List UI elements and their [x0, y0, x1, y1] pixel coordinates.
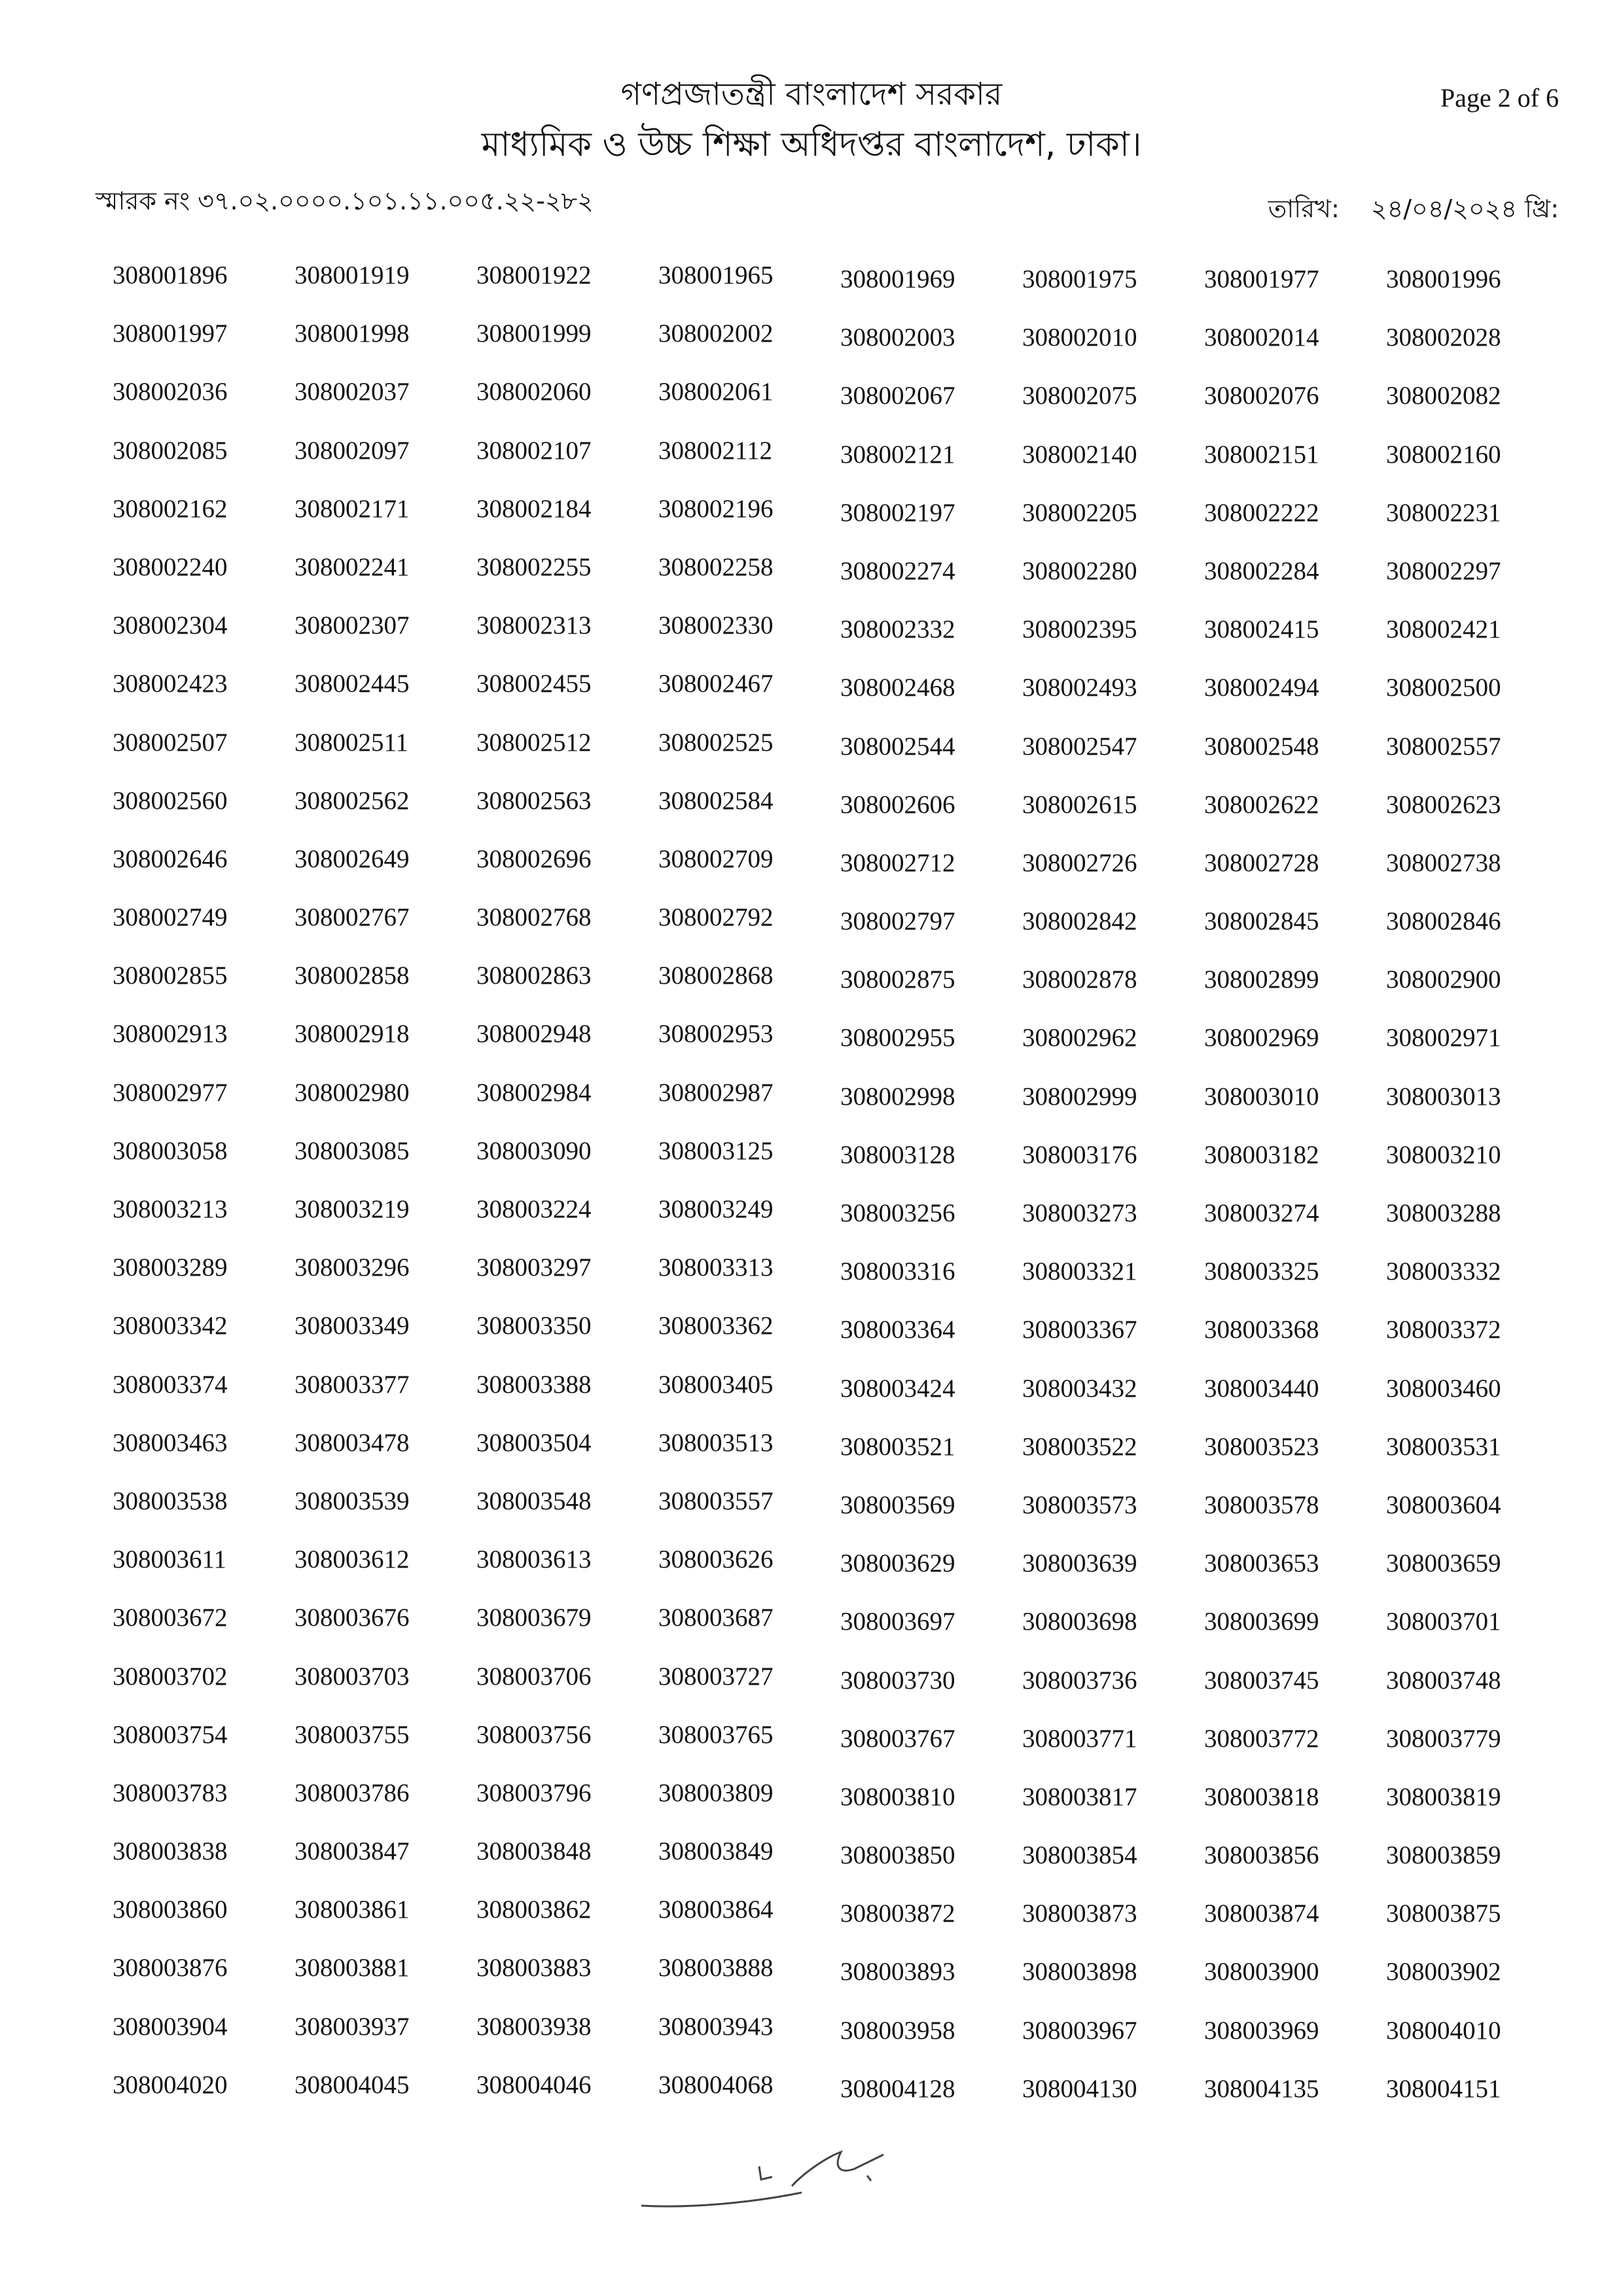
roll-number-cell: 308002547: [1022, 732, 1137, 761]
roll-number-cell: 308003626: [658, 1545, 774, 1574]
roll-number-cell: 308001919: [294, 261, 410, 289]
roll-number-cell: 308003679: [476, 1604, 592, 1632]
roll-number-cell: 308003861: [294, 1895, 410, 1924]
roll-number-cell: 308003182: [1204, 1140, 1319, 1169]
roll-number-cell: 308003697: [840, 1607, 955, 1636]
roll-number-cell: 308002649: [294, 844, 410, 873]
roll-number-cell: 308003342: [113, 1312, 228, 1340]
roll-number-cell: 308003745: [1204, 1666, 1319, 1695]
roll-number-cell: 308002696: [476, 844, 592, 873]
roll-number-cell: 308002984: [476, 1078, 592, 1107]
roll-number-cell: 308003531: [1386, 1432, 1501, 1461]
roll-number-cell: 308002623: [1386, 790, 1501, 819]
roll-number-cell: 308002878: [1022, 965, 1137, 994]
roll-number-cell: 308003672: [113, 1604, 228, 1632]
roll-number-cell: 308001996: [1386, 265, 1501, 293]
roll-number-cell: 308003699: [1204, 1607, 1319, 1636]
signature: [638, 2140, 913, 2212]
roll-number-cell: 308004046: [476, 2070, 592, 2099]
roll-number-cell: 308002767: [294, 903, 410, 932]
roll-number-cell: 308002913: [113, 1020, 228, 1049]
roll-number-cell: 308003771: [1022, 1724, 1137, 1753]
roll-number-cell: 308003604: [1386, 1490, 1501, 1519]
roll-number-cell: 308003898: [1022, 1958, 1137, 1986]
roll-number-cell: 308002010: [1022, 323, 1137, 352]
roll-number-cell: 308002304: [113, 611, 228, 640]
roll-number-cell: 308003463: [113, 1428, 228, 1457]
directorate-title: মাধ্যমিক ও উচ্চ শিক্ষা অধিদপ্তর বাংলাদেশ, ঢাকা।: [481, 125, 1142, 164]
roll-number-cell: 308004020: [113, 2070, 228, 2099]
roll-number-cell: 308003350: [476, 1312, 592, 1340]
roll-number-cell: 308002455: [476, 670, 592, 698]
roll-number-cell: 308003639: [1022, 1549, 1137, 1578]
roll-number-cell: 308002085: [113, 436, 228, 465]
roll-number-cell: 308003765: [658, 1720, 774, 1749]
roll-number-cell: 308003478: [294, 1428, 410, 1457]
roll-number-cell: 308003578: [1204, 1490, 1319, 1519]
roll-number-cell: 308003756: [476, 1720, 592, 1749]
roll-number-cell: 308002107: [476, 436, 592, 465]
roll-number-cell: 308001975: [1022, 265, 1137, 293]
roll-number-cell: 308002855: [113, 961, 228, 990]
roll-number-cell: 308002140: [1022, 440, 1137, 469]
roll-number-cell: 308002280: [1022, 556, 1137, 585]
roll-number-cell: 308003210: [1386, 1140, 1501, 1169]
roll-number-cell: 308003569: [840, 1490, 955, 1519]
roll-number-cell: 308002953: [658, 1020, 774, 1049]
roll-number-cell: 308001965: [658, 261, 774, 289]
roll-number-cell: 308002284: [1204, 556, 1319, 585]
roll-number-cell: 308002584: [658, 786, 774, 815]
roll-number-cell: 308002557: [1386, 732, 1501, 761]
roll-number-cell: 308002028: [1386, 323, 1501, 352]
roll-number-cell: 308002162: [113, 494, 228, 523]
roll-number-cell: 308004151: [1386, 2074, 1501, 2103]
roll-number-cell: 308003367: [1022, 1316, 1137, 1344]
roll-number-cell: 308003967: [1022, 2016, 1137, 2045]
roll-number-cell: 308002222: [1204, 498, 1319, 527]
roll-number-cell: 308003703: [294, 1662, 410, 1691]
roll-number-cell: 308002562: [294, 786, 410, 815]
roll-number-cell: 308003676: [294, 1604, 410, 1632]
roll-number-cell: 308002274: [840, 556, 955, 585]
roll-number-cell: 308003612: [294, 1545, 410, 1574]
roll-number-cell: 308003876: [113, 1954, 228, 1982]
roll-number-cell: 308002955: [840, 1024, 955, 1052]
roll-number-cell: 308002197: [840, 498, 955, 527]
roll-number-cell: 308003783: [113, 1778, 228, 1807]
roll-number-cell: 308003767: [840, 1724, 955, 1753]
roll-number-cell: 308003848: [476, 1837, 592, 1866]
roll-number-cell: 308002112: [658, 436, 773, 465]
roll-number-cell: 308002712: [840, 848, 955, 877]
roll-number-cell: 308003249: [658, 1195, 774, 1223]
roll-number-cell: 308002423: [113, 670, 228, 698]
roll-number-cell: 308002709: [658, 844, 774, 873]
roll-number-cell: 308002082: [1386, 382, 1501, 410]
roll-number-cell: 308002900: [1386, 965, 1501, 994]
roll-number-cell: 308003273: [1022, 1199, 1137, 1227]
roll-number-cell: 308002494: [1204, 673, 1319, 702]
roll-number-cell: 308002728: [1204, 848, 1319, 877]
roll-number-cell: 308002646: [113, 844, 228, 873]
roll-number-cell: 308002467: [658, 670, 774, 698]
roll-number-cell: 308003432: [1022, 1374, 1137, 1403]
date-value: ২৪/০৪/২০২৪ খ্রি:: [1370, 194, 1559, 223]
roll-number-cell: 308002036: [113, 378, 228, 406]
roll-number-cell: 308002792: [658, 903, 774, 932]
memo-reference: স্মারক নং ৩৭.০২.০০০০.১০১.১১.০০৫.২২-২৮২: [96, 187, 594, 215]
page-number: Page 2 of 6: [1440, 83, 1559, 113]
roll-number-cell: 308003779: [1386, 1724, 1501, 1753]
roll-number-cell: 308003224: [476, 1195, 592, 1223]
roll-number-cell: 308003548: [476, 1486, 592, 1515]
roll-number-cell: 308003297: [476, 1253, 592, 1282]
roll-number-cell: 308001977: [1204, 265, 1319, 293]
roll-number-cell: 308003888: [658, 1954, 774, 1982]
roll-number-cell: 308002615: [1022, 790, 1137, 819]
roll-number-cell: 308002258: [658, 552, 774, 581]
roll-number-cell: 308002297: [1386, 556, 1501, 585]
roll-number-cell: 308003817: [1022, 1782, 1137, 1811]
roll-number-cell: 308003881: [294, 1954, 410, 1982]
ministry-title: গণপ্রজাতন্ত্রী বাংলাদেশ সরকার: [620, 76, 1003, 113]
roll-number-cell: 308002507: [113, 728, 228, 757]
roll-number-cell: 308003904: [113, 2012, 228, 2041]
roll-number-cell: 308003730: [840, 1666, 955, 1695]
roll-number-cell: 308002151: [1204, 440, 1319, 469]
roll-number-cell: 308003374: [113, 1370, 228, 1399]
roll-number-cell: 308003754: [113, 1720, 228, 1749]
roll-number-cell: 308003883: [476, 1954, 592, 1982]
memo-date: [1268, 190, 1559, 232]
roll-number-cell: 308003010: [1204, 1082, 1319, 1111]
roll-number-cell: 308003013: [1386, 1082, 1501, 1111]
roll-number-cell: 308002560: [113, 786, 228, 815]
roll-number-cell: 308003969: [1204, 2016, 1319, 2045]
roll-number-cell: 308002415: [1204, 615, 1319, 644]
roll-number-cell: 308003847: [294, 1837, 410, 1866]
roll-number-cell: 308002421: [1386, 615, 1501, 644]
roll-number-cell: 308003809: [658, 1778, 774, 1807]
roll-number-cell: 308002121: [840, 440, 955, 469]
roll-number-cell: 308002512: [476, 728, 592, 757]
roll-number-cell: 308003090: [476, 1136, 592, 1165]
roll-number-cell: 308003736: [1022, 1666, 1137, 1695]
roll-number-cell: 308004068: [658, 2070, 774, 2099]
roll-number-cell: 308003504: [476, 1428, 592, 1457]
roll-number-cell: 308003727: [658, 1662, 774, 1691]
roll-number-cell: 308002171: [294, 494, 410, 523]
roll-number-cell: 308004130: [1022, 2074, 1137, 2103]
roll-number-cell: 308003653: [1204, 1549, 1319, 1578]
roll-number-cell: 308003786: [294, 1778, 410, 1807]
roll-number-cell: 308003702: [113, 1662, 228, 1691]
date-label: তারিখ:: [1268, 194, 1340, 223]
roll-number-cell: 308003362: [658, 1312, 774, 1340]
roll-number-cell: 308002241: [294, 552, 410, 581]
roll-number-cell: 308003900: [1204, 1958, 1319, 1986]
roll-number-cell: 308001969: [840, 265, 955, 293]
roll-number-cell: 308002548: [1204, 732, 1319, 761]
roll-number-cell: 308003958: [840, 2016, 955, 2045]
roll-number-cell: 308003706: [476, 1662, 592, 1691]
roll-number-cell: 308002511: [294, 728, 409, 757]
roll-number-cell: 308003128: [840, 1140, 955, 1169]
roll-number-cell: 308003321: [1022, 1257, 1137, 1286]
roll-number-cell: 308003856: [1204, 1841, 1319, 1870]
roll-number-cell: 308002060: [476, 378, 592, 406]
roll-number-cell: 308003296: [294, 1253, 410, 1282]
roll-number-cell: 308003256: [840, 1199, 955, 1227]
roll-number-cell: 308003860: [113, 1895, 228, 1924]
roll-number-cell: 308002067: [840, 382, 955, 410]
roll-number-cell: 308003838: [113, 1837, 228, 1866]
roll-number-cell: 308003274: [1204, 1199, 1319, 1227]
roll-number-cell: 308003613: [476, 1545, 592, 1574]
roll-number-cell: 308002875: [840, 965, 955, 994]
roll-number-cell: 308003796: [476, 1778, 592, 1807]
roll-number-cell: 308002205: [1022, 498, 1137, 527]
roll-number-cell: 308003219: [294, 1195, 410, 1223]
roll-number-cell: 308002061: [658, 378, 774, 406]
roll-number-cell: 308002868: [658, 961, 774, 990]
roll-number-cell: 308002544: [840, 732, 955, 761]
roll-number-cell: 308003521: [840, 1432, 955, 1461]
roll-number-cell: 308003755: [294, 1720, 410, 1749]
roll-number-cell: 308003424: [840, 1374, 955, 1403]
roll-number-cell: 308003372: [1386, 1316, 1501, 1344]
roll-number-cell: 308003085: [294, 1136, 410, 1165]
roll-number-cell: 308003810: [840, 1782, 955, 1811]
roll-number-cell: 308002768: [476, 903, 592, 932]
roll-number-cell: 308004128: [840, 2074, 955, 2103]
roll-number-cell: 308002493: [1022, 673, 1137, 702]
roll-number-cell: 308002977: [113, 1078, 228, 1107]
roll-number-cell: 308002969: [1204, 1024, 1319, 1052]
roll-number-cell: 308003388: [476, 1370, 592, 1399]
roll-number-cell: 308003902: [1386, 1958, 1501, 1986]
roll-number-cell: 308003873: [1022, 1899, 1137, 1928]
roll-number-cell: 308003573: [1022, 1490, 1137, 1519]
roll-number-cell: 308003368: [1204, 1316, 1319, 1344]
roll-number-cell: 308002240: [113, 552, 228, 581]
roll-number-cell: 308003125: [658, 1136, 774, 1165]
roll-number-cell: 308003893: [840, 1958, 955, 1986]
roll-number-cell: 308003862: [476, 1895, 592, 1924]
roll-number-cell: 308002196: [658, 494, 774, 523]
roll-number-cell: 308002749: [113, 903, 228, 932]
roll-number-cell: 308001896: [113, 261, 228, 289]
roll-number-cell: 308002003: [840, 323, 955, 352]
roll-number-cell: 308002980: [294, 1078, 410, 1107]
roll-number-cell: 308002845: [1204, 907, 1319, 936]
roll-number-cell: 308003405: [658, 1370, 774, 1399]
roll-number-cell: 308004045: [294, 2070, 410, 2099]
roll-number-cell: 308002332: [840, 615, 955, 644]
roll-number-cell: 308002738: [1386, 848, 1501, 877]
roll-number-cell: 308002002: [658, 319, 774, 348]
roll-number-cell: 308003557: [658, 1486, 774, 1515]
roll-number-cell: 308002948: [476, 1020, 592, 1049]
roll-number-cell: 308002987: [658, 1078, 774, 1107]
roll-number-cell: 308002606: [840, 790, 955, 819]
roll-number-cell: 308003864: [658, 1895, 774, 1924]
roll-number-cell: 308002468: [840, 673, 955, 702]
roll-number-cell: 308003701: [1386, 1607, 1501, 1636]
roll-number-cell: 308003316: [840, 1257, 955, 1286]
roll-number-grid: [113, 260, 1568, 2128]
roll-number-cell: 308002075: [1022, 382, 1137, 410]
roll-number-cell: 308003698: [1022, 1607, 1137, 1636]
roll-number-cell: 308002231: [1386, 498, 1501, 527]
roll-number-cell: 308003513: [658, 1428, 774, 1457]
roll-number-cell: 308003850: [840, 1841, 955, 1870]
roll-number-cell: 308003872: [840, 1899, 955, 1928]
roll-number-cell: 308003859: [1386, 1841, 1501, 1870]
roll-number-cell: 308002846: [1386, 907, 1501, 936]
roll-number-cell: 308003538: [113, 1486, 228, 1515]
roll-number-cell: 308002899: [1204, 965, 1319, 994]
roll-number-cell: 308002160: [1386, 440, 1501, 469]
roll-number-cell: 308002918: [294, 1020, 410, 1049]
roll-number-cell: 308003289: [113, 1253, 228, 1282]
roll-number-cell: 308004010: [1386, 2016, 1501, 2045]
roll-number-cell: 308002622: [1204, 790, 1319, 819]
roll-number-cell: 308003176: [1022, 1140, 1137, 1169]
roll-number-cell: 308002525: [658, 728, 774, 757]
roll-number-cell: 308003377: [294, 1370, 410, 1399]
roll-number-cell: 308002076: [1204, 382, 1319, 410]
roll-number-cell: 308003522: [1022, 1432, 1137, 1461]
roll-number-cell: 308003313: [658, 1253, 774, 1282]
roll-number-cell: 308003523: [1204, 1432, 1319, 1461]
roll-number-cell: 308003687: [658, 1604, 774, 1632]
roll-number-cell: 308003854: [1022, 1841, 1137, 1870]
roll-number-cell: 308001998: [294, 319, 410, 348]
roll-number-cell: 308003332: [1386, 1257, 1501, 1286]
roll-number-cell: 308003349: [294, 1312, 410, 1340]
roll-number-cell: 308003058: [113, 1136, 228, 1165]
roll-number-cell: 308002255: [476, 552, 592, 581]
roll-number-cell: 308003819: [1386, 1782, 1501, 1811]
roll-number-cell: 308003364: [840, 1316, 955, 1344]
roll-number-cell: 308003772: [1204, 1724, 1319, 1753]
roll-number-cell: 308003611: [113, 1545, 227, 1574]
roll-number-cell: 308002500: [1386, 673, 1501, 702]
roll-number-cell: 308002999: [1022, 1082, 1137, 1111]
roll-number-cell: 308003213: [113, 1195, 228, 1223]
roll-number-cell: 308002395: [1022, 615, 1137, 644]
roll-number-cell: 308002014: [1204, 323, 1319, 352]
roll-number-cell: 308003629: [840, 1549, 955, 1578]
roll-number-cell: 308002307: [294, 611, 410, 640]
roll-number-cell: 308002858: [294, 961, 410, 990]
roll-number-cell: 308003818: [1204, 1782, 1319, 1811]
roll-number-cell: 308004135: [1204, 2074, 1319, 2103]
roll-number-cell: 308003875: [1386, 1899, 1501, 1928]
roll-number-cell: 308002726: [1022, 848, 1137, 877]
roll-number-cell: 308003460: [1386, 1374, 1501, 1403]
roll-number-cell: 308002842: [1022, 907, 1137, 936]
roll-number-cell: 308003938: [476, 2012, 592, 2041]
roll-number-cell: 308003874: [1204, 1899, 1319, 1928]
roll-number-cell: 308002971: [1386, 1024, 1501, 1052]
roll-number-cell: 308002184: [476, 494, 592, 523]
roll-number-cell: 308002037: [294, 378, 410, 406]
roll-number-cell: 308003849: [658, 1837, 774, 1866]
roll-number-cell: 308003539: [294, 1486, 410, 1515]
roll-number-cell: 308002962: [1022, 1024, 1137, 1052]
roll-number-cell: 308002563: [476, 786, 592, 815]
roll-number-cell: 308001999: [476, 319, 592, 348]
roll-number-cell: 308002097: [294, 436, 410, 465]
roll-number-cell: 308003748: [1386, 1666, 1501, 1695]
roll-number-cell: 308002445: [294, 670, 410, 698]
roll-number-cell: 308002998: [840, 1082, 955, 1111]
roll-number-cell: 308003937: [294, 2012, 410, 2041]
roll-number-cell: 308003325: [1204, 1257, 1319, 1286]
roll-number-cell: 308003288: [1386, 1199, 1501, 1227]
roll-number-cell: 308002863: [476, 961, 592, 990]
roll-number-cell: 308003440: [1204, 1374, 1319, 1403]
roll-number-cell: 308002797: [840, 907, 955, 936]
roll-number-cell: 308003659: [1386, 1549, 1501, 1578]
roll-number-cell: 308002313: [476, 611, 592, 640]
roll-number-cell: 308003943: [658, 2012, 774, 2041]
roll-number-cell: 308002330: [658, 611, 774, 640]
roll-number-cell: 308001922: [476, 261, 592, 289]
roll-number-cell: 308001997: [113, 319, 228, 348]
